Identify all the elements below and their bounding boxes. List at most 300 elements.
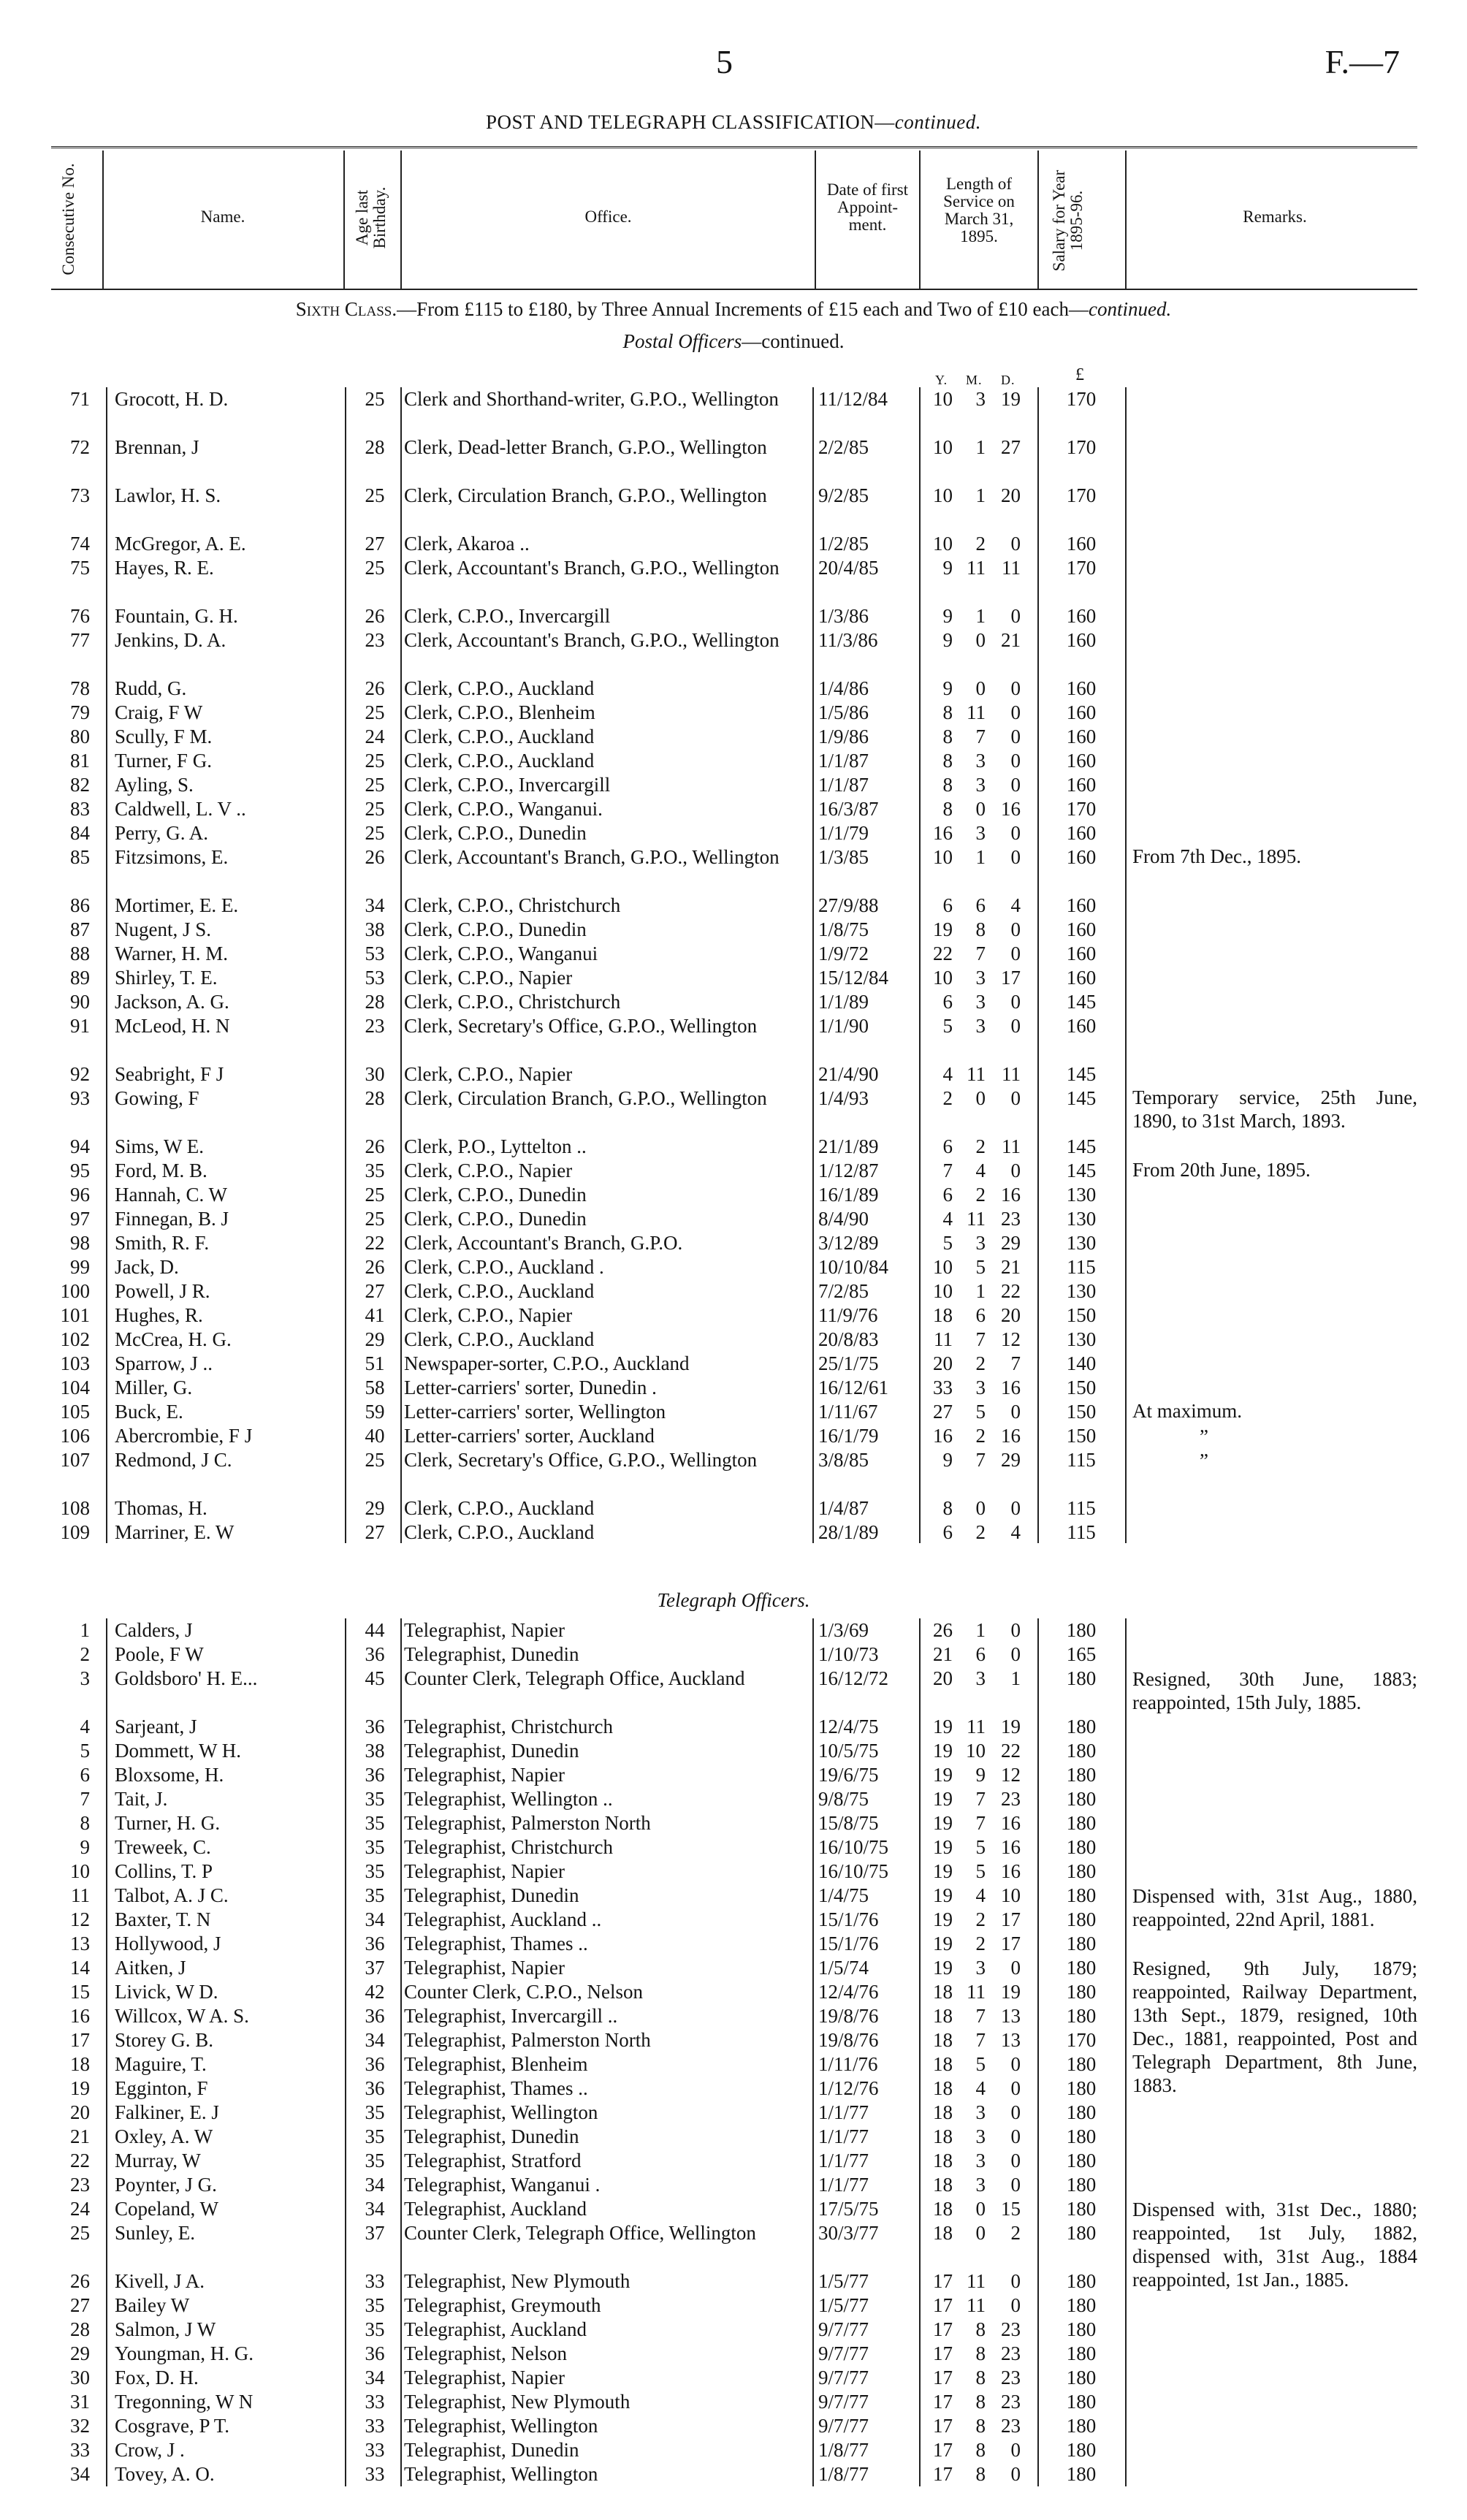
consecutive-number: 79 <box>70 701 90 723</box>
appointment-date: 19/8/76 <box>818 2005 879 2027</box>
length-of-service <box>923 1835 1033 1859</box>
length-of-service <box>923 1618 1033 1642</box>
length-of-service <box>923 2197 1033 2221</box>
consecutive-number: 19 <box>70 2077 90 2099</box>
consecutive-number: 89 <box>70 967 90 989</box>
officer-age: 35 <box>365 1160 385 1181</box>
salary: 145 <box>1066 991 1097 1013</box>
officer-age: 25 <box>365 750 385 772</box>
table-row <box>0 604 1467 628</box>
service-years: 8 <box>942 1497 953 1519</box>
length-of-service <box>923 2366 1033 2390</box>
service-days: 29 <box>1001 1232 1021 1254</box>
salary: 170 <box>1066 798 1097 820</box>
length-of-service <box>923 532 1033 556</box>
officer-name: Mortimer, E. E. <box>115 894 239 916</box>
table-row <box>0 1376 1467 1400</box>
appointment-date: 11/3/86 <box>818 629 878 651</box>
service-years: 10 <box>933 1280 953 1302</box>
service-days: 15 <box>1001 2198 1021 2220</box>
service-days: 23 <box>1001 2367 1021 2388</box>
service-years: 7 <box>942 1160 953 1181</box>
service-days: 0 <box>1010 2270 1021 2292</box>
service-years: 6 <box>942 1521 953 1543</box>
service-days: 0 <box>1010 750 1021 772</box>
appointment-date: 17/5/75 <box>818 2198 879 2220</box>
table-row <box>0 966 1467 990</box>
officer-age: 22 <box>365 1232 385 1254</box>
service-months: 1 <box>975 846 986 868</box>
consecutive-number: 99 <box>70 1256 90 1278</box>
length-of-service <box>923 2414 1033 2438</box>
service-months: 7 <box>975 1449 986 1471</box>
officer-age: 40 <box>365 1425 385 1447</box>
salary: 115 <box>1067 1449 1096 1471</box>
length-of-service <box>923 2028 1033 2052</box>
officer-name: Sims, W E. <box>115 1135 205 1157</box>
length-of-service <box>923 1884 1033 1908</box>
length-of-service <box>923 2342 1033 2366</box>
officer-name: Miller, G. <box>115 1377 193 1398</box>
officer-name: Warner, H. M. <box>115 943 228 964</box>
length-of-service <box>923 1086 1033 1111</box>
salary: 180 <box>1066 2463 1097 2485</box>
service-months: 3 <box>975 2125 986 2147</box>
salary: 180 <box>1066 1764 1097 1786</box>
appointment-date: 1/1/79 <box>818 822 869 844</box>
service-years: 19 <box>933 1740 953 1762</box>
officer-age: 35 <box>365 2294 385 2316</box>
officer-office: Telegraphist, Dunedin <box>404 1740 579 1762</box>
table-row <box>0 1739 1467 1763</box>
service-days: 0 <box>1010 2294 1021 2316</box>
consecutive-number: 7 <box>80 1788 90 1810</box>
consecutive-number: 77 <box>70 629 90 651</box>
service-months: 3 <box>975 2101 986 2123</box>
length-of-service <box>923 894 1033 918</box>
remark-sims: From 20th June, 1895. <box>1132 1159 1311 1181</box>
salary: 130 <box>1066 1184 1097 1206</box>
officer-name: Seabright, F J <box>115 1063 224 1085</box>
salary: 160 <box>1066 533 1097 555</box>
appointment-date: 1/9/72 <box>818 943 869 964</box>
service-years: 6 <box>942 1135 953 1157</box>
class-heading-continued: continued. <box>1089 298 1172 320</box>
header-divider <box>400 151 402 289</box>
service-years: 21 <box>933 1643 953 1665</box>
table-row <box>0 677 1467 701</box>
officer-office: Telegraphist, Dunedin <box>404 2439 579 2461</box>
appointment-date: 1/1/87 <box>818 774 869 796</box>
length-of-service <box>923 918 1033 942</box>
consecutive-number: 3 <box>80 1667 90 1689</box>
officer-age: 35 <box>365 1884 385 1906</box>
column-header-salary: Salary for Year 1895-96. <box>1050 170 1086 272</box>
appointment-date: 20/8/83 <box>818 1328 879 1350</box>
length-of-service <box>923 2173 1033 2197</box>
consecutive-number: 82 <box>70 774 90 796</box>
length-of-service <box>923 1352 1033 1376</box>
officer-age: 38 <box>365 1740 385 1762</box>
salary: 180 <box>1066 1788 1097 1810</box>
officer-age: 29 <box>365 1328 385 1350</box>
unit-days: D. <box>1001 373 1016 387</box>
table-row <box>0 532 1467 556</box>
officer-name: Buck, E. <box>115 1401 183 1423</box>
consecutive-number: 26 <box>70 2270 90 2292</box>
table-row <box>0 2125 1467 2149</box>
salary: 130 <box>1066 1328 1097 1350</box>
service-months: 11 <box>967 1716 986 1737</box>
consecutive-number: 11 <box>71 1884 90 1906</box>
officer-age: 27 <box>365 1280 385 1302</box>
officer-name: Poole, F W <box>115 1643 204 1665</box>
officer-age: 28 <box>365 1087 385 1109</box>
page-number: 5 <box>716 43 733 80</box>
consecutive-number: 33 <box>70 2439 90 2461</box>
officer-office: Telegraphist, Dunedin <box>404 1884 579 1906</box>
table-row <box>0 1183 1467 1207</box>
salary: 180 <box>1066 1812 1097 1834</box>
length-of-service <box>923 1183 1033 1207</box>
length-of-service <box>923 2149 1033 2173</box>
service-days: 0 <box>1010 726 1021 747</box>
appointment-date: 1/1/77 <box>818 2101 869 2123</box>
appointment-date: 9/7/77 <box>818 2391 869 2413</box>
length-of-service <box>923 1932 1033 1956</box>
officer-name: Aitken, J <box>115 1957 186 1979</box>
officer-office: Telegraphist, Stratford <box>404 2150 582 2171</box>
consecutive-number: 20 <box>70 2101 90 2123</box>
service-days: 0 <box>1010 2174 1021 2196</box>
officer-age: 25 <box>365 822 385 844</box>
service-months: 0 <box>975 677 986 699</box>
salary: 180 <box>1066 2367 1097 2388</box>
officer-name: Tregonning, W N <box>115 2391 254 2413</box>
officer-name: Marriner, E. W <box>115 1521 235 1543</box>
officer-age: 26 <box>365 846 385 868</box>
officer-office: Clerk, C.P.O., Auckland <box>404 677 595 699</box>
service-months: 11 <box>967 557 986 579</box>
officer-age: 28 <box>365 991 385 1013</box>
service-months: 1 <box>975 1619 986 1641</box>
remark-copeland: Dispensed with, 31st Dec., 1880; reappointed, 1st July, 1882, dispensed with, 31st Aug., 1884 reappointed, 1st Jan., 1885. <box>1132 2199 1417 2291</box>
officer-age: 34 <box>365 1908 385 1930</box>
table-row <box>0 2173 1467 2197</box>
officer-name: Fitzsimons, E. <box>115 846 229 868</box>
officer-office: Telegraphist, Christchurch <box>404 1716 614 1737</box>
service-days: 0 <box>1010 2125 1021 2147</box>
officer-office: Letter-carriers' sorter, Dunedin . <box>404 1377 657 1398</box>
officer-age: 36 <box>365 2053 385 2075</box>
service-years: 18 <box>933 2029 953 2051</box>
length-of-service <box>923 2462 1033 2486</box>
officer-name: Bailey W <box>115 2294 190 2316</box>
service-days: 17 <box>1001 1908 1021 1930</box>
officer-age: 35 <box>365 2125 385 2147</box>
service-years: 8 <box>942 774 953 796</box>
salary: 180 <box>1066 2101 1097 2123</box>
service-months: 2 <box>975 1135 986 1157</box>
service-months: 4 <box>975 2077 986 2099</box>
appointment-date: 28/1/89 <box>818 1521 879 1543</box>
consecutive-number: 29 <box>70 2342 90 2364</box>
officer-office: Clerk, C.P.O., Napier <box>404 1063 573 1085</box>
service-years: 19 <box>933 918 953 940</box>
service-days: 29 <box>1001 1449 1021 1471</box>
consecutive-number: 93 <box>70 1087 90 1109</box>
service-days: 11 <box>1002 1135 1021 1157</box>
service-years: 10 <box>933 388 953 410</box>
service-days: 16 <box>1001 1425 1021 1447</box>
appointment-date: 11/12/84 <box>818 388 888 410</box>
class-heading <box>0 298 1467 321</box>
salary: 145 <box>1066 1063 1097 1085</box>
length-of-service <box>923 1980 1033 2004</box>
consecutive-number: 87 <box>70 918 90 940</box>
officer-age: 36 <box>365 1933 385 1954</box>
consecutive-number: 86 <box>70 894 90 916</box>
table-row <box>0 1303 1467 1328</box>
officer-office: Clerk, C.P.O., Dunedin <box>404 918 587 940</box>
appointment-date: 8/4/90 <box>818 1208 869 1230</box>
officer-age: 34 <box>365 2198 385 2220</box>
service-years: 8 <box>942 750 953 772</box>
service-days: 0 <box>1010 822 1021 844</box>
service-days: 10 <box>1001 1884 1021 1906</box>
appointment-date: 1/11/76 <box>818 2053 878 2075</box>
officer-age: 36 <box>365 1643 385 1665</box>
postal-officers-table <box>0 387 1467 1545</box>
service-days: 21 <box>1001 1256 1021 1278</box>
service-years: 10 <box>933 436 953 458</box>
officer-name: Oxley, A. W <box>115 2125 213 2147</box>
service-days: 16 <box>1001 1377 1021 1398</box>
appointment-date: 12/4/76 <box>818 1981 879 2003</box>
column-header-name: Name. <box>200 208 245 226</box>
service-years: 16 <box>933 822 953 844</box>
officer-age: 34 <box>365 2174 385 2196</box>
table-row <box>0 725 1467 749</box>
service-months: 2 <box>975 533 986 555</box>
officer-name: Brennan, J <box>115 436 199 458</box>
officer-age: 30 <box>365 1063 385 1085</box>
consecutive-number: 10 <box>70 1860 90 1882</box>
consecutive-number: 91 <box>70 1015 90 1037</box>
service-days: 0 <box>1010 1643 1021 1665</box>
table-row <box>0 2438 1467 2462</box>
salary: 160 <box>1066 918 1097 940</box>
appointment-date: 1/5/86 <box>818 701 869 723</box>
length-of-service <box>923 1908 1033 1932</box>
appointment-date: 1/4/93 <box>818 1087 869 1109</box>
salary: 170 <box>1066 2029 1097 2051</box>
service-days: 0 <box>1010 846 1021 868</box>
service-years: 19 <box>933 1860 953 1882</box>
appointment-date: 3/8/85 <box>818 1449 869 1471</box>
officer-age: 41 <box>365 1304 385 1326</box>
officer-office: Clerk, Dead-letter Branch, G.P.O., Wellington <box>404 436 767 458</box>
appointment-date: 1/1/87 <box>818 750 869 772</box>
service-days: 16 <box>1001 1836 1021 1858</box>
column-header-office: Office. <box>584 208 632 226</box>
service-days: 7 <box>1010 1352 1021 1374</box>
appointment-date: 15/8/75 <box>818 1812 879 1834</box>
officer-age: 25 <box>365 484 385 506</box>
officer-office: Telegraphist, Wanganui . <box>404 2174 601 2196</box>
officer-name: Salmon, J W <box>115 2318 216 2340</box>
service-months: 2 <box>975 1184 986 1206</box>
table-row <box>0 701 1467 725</box>
officer-office: Telegraphist, Christchurch <box>404 1836 614 1858</box>
officer-name: Kivell, J A. <box>115 2270 205 2292</box>
officer-office: Clerk, Secretary's Office, G.P.O., Wellington <box>404 1449 758 1471</box>
salary: 180 <box>1066 2439 1097 2461</box>
officer-name: Youngman, H. G. <box>115 2342 254 2364</box>
service-days: 2 <box>1010 2222 1021 2244</box>
appointment-date: 1/3/86 <box>818 605 869 627</box>
service-months: 7 <box>975 1812 986 1834</box>
length-of-service <box>923 1667 1033 1691</box>
officer-office: Clerk, C.P.O., Napier <box>404 967 573 989</box>
officer-office: Clerk, P.O., Lyttelton .. <box>404 1135 587 1157</box>
service-months: 0 <box>975 2198 986 2220</box>
consecutive-number: 12 <box>70 1908 90 1930</box>
service-months: 11 <box>967 1208 986 1230</box>
header-divider <box>815 151 816 289</box>
service-months: 8 <box>975 2391 986 2413</box>
service-days: 11 <box>1002 557 1021 579</box>
consecutive-number: 74 <box>70 533 90 555</box>
officer-name: Hayes, R. E. <box>115 557 214 579</box>
officer-name: Finnegan, B. J <box>115 1208 229 1230</box>
appointment-date: 25/1/75 <box>818 1352 879 1374</box>
service-days: 0 <box>1010 774 1021 796</box>
service-years: 19 <box>933 1788 953 1810</box>
consecutive-number: 90 <box>70 991 90 1013</box>
appointment-date: 1/5/77 <box>818 2294 869 2316</box>
service-months: 7 <box>975 726 986 747</box>
officer-name: Ford, M. B. <box>115 1160 207 1181</box>
officer-office: Clerk, C.P.O., Napier <box>404 1304 573 1326</box>
service-years: 10 <box>933 484 953 506</box>
service-months: 2 <box>975 1425 986 1447</box>
consecutive-number: 92 <box>70 1063 90 1085</box>
service-days: 0 <box>1010 677 1021 699</box>
service-years: 17 <box>933 2415 953 2437</box>
appointment-date: 1/1/89 <box>818 991 869 1013</box>
remark-aitken: Resigned, 9th July, 1879; reappointed, Railway Department, 13th Sept., 1879, resigned, 10th Dec., 1881, reappointed, Post and Telegraph Department, 8th June, 1883. <box>1132 1957 1417 2096</box>
service-months: 1 <box>975 436 986 458</box>
service-years: 18 <box>933 2125 953 2147</box>
salary: 170 <box>1066 484 1097 506</box>
officer-name: Powell, J R. <box>115 1280 210 1302</box>
service-months: 3 <box>975 967 986 989</box>
header-divider <box>1125 151 1127 289</box>
officer-name: Ayling, S. <box>115 774 194 796</box>
appointment-date: 15/12/84 <box>818 967 889 989</box>
officer-name: Dommett, W H. <box>115 1740 241 1762</box>
service-months: 0 <box>975 2222 986 2244</box>
consecutive-number: 25 <box>70 2222 90 2244</box>
salary: 180 <box>1066 1667 1097 1689</box>
appointment-date: 16/3/87 <box>818 798 879 820</box>
column-header-age: Age last Birthday. <box>353 186 389 249</box>
length-of-service <box>923 556 1033 580</box>
officer-office: Clerk, C.P.O., Blenheim <box>404 701 595 723</box>
service-days: 0 <box>1010 701 1021 723</box>
officer-age: 59 <box>365 1401 385 1423</box>
consecutive-number: 97 <box>70 1208 90 1230</box>
length-of-service <box>923 1231 1033 1255</box>
length-of-service <box>923 773 1033 797</box>
service-years: 6 <box>942 894 953 916</box>
salary: 180 <box>1066 1619 1097 1641</box>
consecutive-number: 73 <box>70 484 90 506</box>
officer-age: 25 <box>365 798 385 820</box>
length-of-service <box>923 1328 1033 1352</box>
table-row <box>0 918 1467 942</box>
appointment-date: 1/4/86 <box>818 677 869 699</box>
service-months: 7 <box>975 1328 986 1350</box>
officer-office: Clerk, Accountant's Branch, G.P.O., Wellington <box>404 557 780 579</box>
officer-age: 26 <box>365 1135 385 1157</box>
salary: 140 <box>1066 1352 1097 1374</box>
appointment-date: 1/5/77 <box>818 2270 869 2292</box>
table-row <box>0 2414 1467 2438</box>
salary: 160 <box>1066 967 1097 989</box>
length-of-service <box>923 990 1033 1014</box>
service-months: 3 <box>975 774 986 796</box>
service-months: 8 <box>975 2318 986 2340</box>
length-of-service <box>923 2318 1033 2342</box>
officer-office: Telegraphist, Nelson <box>404 2342 568 2364</box>
officer-office: Clerk, Accountant's Branch, G.P.O., Wellington <box>404 629 780 651</box>
service-days: 17 <box>1001 1933 1021 1954</box>
table-row <box>0 2101 1467 2125</box>
table-row <box>0 2462 1467 2486</box>
telegraph-officers-heading <box>0 1589 1467 1612</box>
officer-office: Clerk, C.P.O., Dunedin <box>404 1184 587 1206</box>
salary: 130 <box>1066 1280 1097 1302</box>
consecutive-number: 102 <box>60 1328 90 1350</box>
unit-pounds: £ <box>1075 365 1085 384</box>
service-months: 4 <box>975 1160 986 1181</box>
consecutive-number: 94 <box>70 1135 90 1157</box>
officer-age: 26 <box>365 677 385 699</box>
service-years: 8 <box>942 726 953 747</box>
service-days: 12 <box>1001 1764 1021 1786</box>
service-days: 0 <box>1010 918 1021 940</box>
service-months: 11 <box>967 2270 986 2292</box>
officer-age: 33 <box>365 2391 385 2413</box>
service-years: 27 <box>933 1401 953 1423</box>
consecutive-number: 98 <box>70 1232 90 1254</box>
officer-office: Clerk, C.P.O., Wanganui <box>404 943 598 964</box>
salary: 160 <box>1066 943 1097 964</box>
consecutive-number: 22 <box>70 2150 90 2171</box>
salary: 150 <box>1066 1304 1097 1326</box>
service-years: 19 <box>933 1908 953 1930</box>
officer-office: Telegraphist, Napier <box>404 1764 565 1786</box>
service-days: 1 <box>1010 1667 1021 1689</box>
service-days: 0 <box>1010 1957 1021 1979</box>
officer-name: Tait, J. <box>115 1788 168 1810</box>
salary: 160 <box>1066 1015 1097 1037</box>
service-days: 11 <box>1002 1063 1021 1085</box>
consecutive-number: 88 <box>70 943 90 964</box>
officer-age: 25 <box>365 557 385 579</box>
